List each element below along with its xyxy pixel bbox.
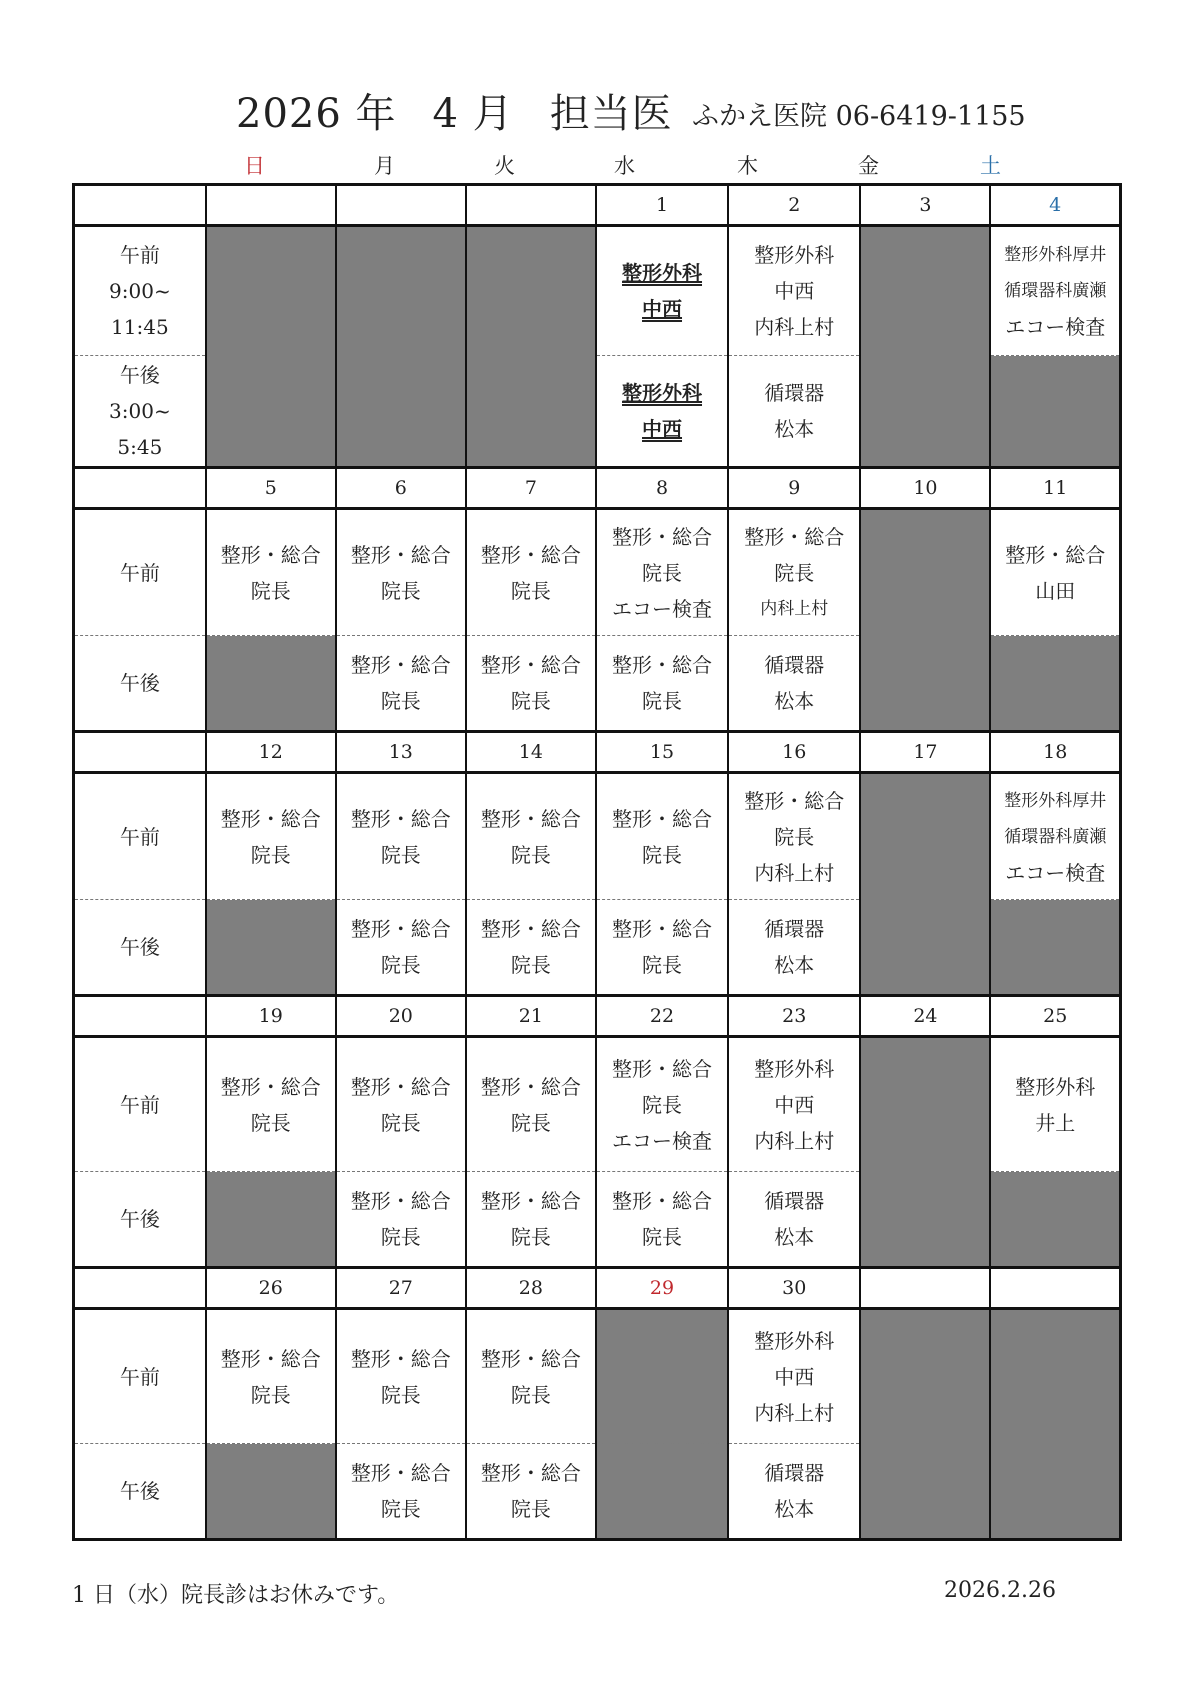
morning-label [74, 226, 206, 356]
doctor-line: 山田 [1035, 578, 1076, 603]
date-cell: 30 [728, 1268, 860, 1309]
date-cell: 8 [596, 468, 728, 509]
closed-cell [860, 356, 990, 468]
morning-label [74, 1037, 206, 1172]
doctor-line: 整形・総合 [612, 917, 713, 941]
date-cell: 28 [466, 1268, 596, 1309]
title-year: 2026 年 [236, 91, 397, 137]
afternoon-label [74, 1444, 206, 1540]
date-cell: 6 [336, 468, 466, 509]
date-cell: 16 [728, 732, 860, 773]
doctor-cell [990, 1037, 1120, 1172]
doctor-cell [728, 356, 860, 468]
doctor-line: 内科上村 [754, 860, 835, 885]
date-row [74, 468, 1121, 509]
doctor-line: 院長 [380, 1225, 421, 1249]
doctor-line: 院長 [642, 842, 683, 867]
doctor-line: 循環器科廣瀬 [1004, 826, 1107, 847]
doctor-cell [336, 900, 466, 996]
doctor-line: 循環器 [764, 1189, 825, 1213]
doctor-line: 院長 [510, 1497, 551, 1521]
date-cell [206, 185, 336, 226]
doctor-line: 中西 [774, 1092, 815, 1117]
doctor-line: 整形外科 [754, 243, 835, 267]
date-cell: 3 [860, 185, 990, 226]
doctor-line: 整形・総合 [480, 653, 581, 677]
doctor-line: 整形・総合 [220, 1074, 321, 1099]
closed-cell [860, 1172, 990, 1268]
doctor-cell [336, 509, 466, 636]
doctor-line: 整形・総合 [350, 1346, 451, 1371]
doctor-cell [466, 900, 596, 996]
doctor-line: 整形・総合 [480, 806, 581, 831]
session-hours: 11:45 [111, 315, 169, 339]
footer-note: 1 日（水）院長診はお休みです。 [72, 1583, 400, 1608]
closed-cell [336, 226, 466, 356]
doctor-line: 井上 [1035, 1110, 1076, 1135]
date-row-label [74, 1268, 206, 1309]
date-cell: 9 [728, 468, 860, 509]
clinic-name-phone: ふかえ医院 06-6419-1155 [692, 101, 1026, 132]
schedule-table [72, 183, 1122, 1541]
doctor-line: 院長 [642, 1092, 683, 1117]
doctor-line: 整形・総合 [480, 1189, 581, 1213]
date-row-label [74, 468, 206, 509]
closed-cell [466, 226, 596, 356]
date-cell: 7 [466, 468, 596, 509]
doctor-line: 循環器 [764, 653, 825, 677]
date-cell [466, 185, 596, 226]
doctor-line: 院長 [380, 953, 421, 977]
doctor-cell [206, 773, 336, 900]
doctor-line: 循環器 [764, 1461, 825, 1485]
doctor-line: 院長 [380, 1110, 421, 1135]
closed-cell [990, 1444, 1120, 1540]
doctor-line: 整形・総合 [350, 1189, 451, 1213]
date-row-label [74, 732, 206, 773]
doctor-line: 整形・総合 [612, 806, 713, 831]
morning-label [74, 1309, 206, 1444]
weekday-label: 水 [614, 154, 635, 178]
date-cell [336, 185, 466, 226]
title-heading: 担当医 [549, 91, 673, 137]
doctor-line: 内科上村 [754, 1400, 835, 1425]
date-cell [990, 1268, 1120, 1309]
doctor-line: 松本 [774, 1225, 815, 1249]
doctor-cell [990, 773, 1120, 900]
morning-label [74, 773, 206, 900]
doctor-line: 整形外科 [754, 1328, 835, 1353]
footer-date: 2026.2.26 [944, 1578, 1056, 1603]
afternoon-label [74, 636, 206, 732]
doctor-cell [336, 1037, 466, 1172]
morning-row [74, 773, 1121, 900]
doctor-line: 中西 [774, 279, 815, 303]
doctor-line: 中西 [642, 297, 683, 321]
date-row [74, 732, 1121, 773]
doctor-line: 院長 [642, 953, 683, 977]
date-cell: 18 [990, 732, 1120, 773]
closed-cell [206, 636, 336, 732]
doctor-cell [466, 509, 596, 636]
morning-row [74, 1037, 1121, 1172]
doctor-cell [728, 509, 860, 636]
date-cell: 19 [206, 996, 336, 1037]
doctor-line: エコー検査 [612, 596, 713, 621]
page-title [0, 82, 1200, 142]
doctor-cell [206, 1037, 336, 1172]
weekday-label: 土 [980, 154, 1001, 178]
doctor-line: 院長 [250, 1110, 291, 1135]
doctor-line: 整形・総合 [350, 917, 451, 941]
doctor-line: エコー検査 [1005, 860, 1106, 885]
weekday-label: 金 [858, 154, 879, 178]
closed-cell [336, 356, 466, 468]
closed-cell [990, 900, 1120, 996]
doctor-cell [336, 773, 466, 900]
doctor-cell [466, 773, 596, 900]
doctor-line: エコー検査 [1005, 315, 1106, 339]
session-name: 午後 [119, 363, 160, 387]
doctor-cell [466, 1172, 596, 1268]
session-name: 午前 [119, 1364, 160, 1389]
doctor-cell [728, 1309, 860, 1444]
doctor-cell [596, 509, 728, 636]
doctor-line: 院長 [510, 1110, 551, 1135]
doctor-line: 整形・総合 [480, 542, 581, 567]
date-cell: 13 [336, 732, 466, 773]
doctor-line: 整形・総合 [350, 1074, 451, 1099]
doctor-cell [336, 1444, 466, 1540]
doctor-line: 院長 [642, 1225, 683, 1249]
closed-cell [206, 1444, 336, 1540]
date-cell: 15 [596, 732, 728, 773]
doctor-line: 院長 [510, 689, 551, 713]
doctor-line: 整形外科厚井 [1004, 790, 1107, 811]
doctor-line: 整形・総合 [612, 1189, 713, 1213]
doctor-line: 院長 [250, 578, 291, 603]
date-cell: 27 [336, 1268, 466, 1309]
date-cell: 14 [466, 732, 596, 773]
date-cell: 29 [596, 1268, 728, 1309]
session-name: 午前 [119, 560, 160, 585]
date-cell: 12 [206, 732, 336, 773]
title-month: 4 月 [432, 91, 514, 137]
doctor-line: 院長 [510, 842, 551, 867]
afternoon-row [74, 900, 1121, 996]
doctor-cell [466, 1037, 596, 1172]
doctor-line: 松本 [774, 417, 815, 441]
afternoon-row [74, 1172, 1121, 1268]
closed-cell [206, 1172, 336, 1268]
morning-label [74, 509, 206, 636]
doctor-line: 院長 [510, 1225, 551, 1249]
doctor-line: 循環器 [764, 381, 825, 405]
closed-cell [206, 900, 336, 996]
doctor-line: 整形・総合 [612, 524, 713, 549]
doctor-line: 内科上村 [760, 598, 829, 619]
session-name: 午後 [119, 935, 160, 959]
weekday-label: 日 [244, 154, 265, 178]
doctor-line: 整形・総合 [480, 1346, 581, 1371]
date-cell: 5 [206, 468, 336, 509]
weekday-label: 木 [737, 154, 758, 178]
doctor-line: 整形・総合 [350, 1461, 451, 1485]
closed-cell [860, 1309, 990, 1444]
closed-cell [860, 900, 990, 996]
doctor-cell [596, 773, 728, 900]
date-cell: 4 [990, 185, 1120, 226]
closed-cell [466, 356, 596, 468]
doctor-line: 松本 [774, 953, 815, 977]
closed-cell [990, 636, 1120, 732]
date-row [74, 1268, 1121, 1309]
doctor-cell [466, 1309, 596, 1444]
date-row [74, 185, 1121, 226]
doctor-cell [336, 1309, 466, 1444]
doctor-line: 整形・総合 [744, 524, 845, 549]
closed-cell [206, 226, 336, 356]
doctor-cell [596, 1172, 728, 1268]
closed-cell [860, 226, 990, 356]
afternoon-row [74, 1444, 1121, 1540]
date-cell: 21 [466, 996, 596, 1037]
afternoon-label [74, 1172, 206, 1268]
doctor-cell [728, 1172, 860, 1268]
doctor-cell [336, 636, 466, 732]
doctor-line: 内科上村 [754, 1128, 835, 1153]
doctor-line: 整形外科 [622, 261, 703, 285]
doctor-line: 整形外科 [754, 1056, 835, 1081]
doctor-cell [206, 1309, 336, 1444]
closed-cell [860, 773, 990, 900]
date-cell: 26 [206, 1268, 336, 1309]
doctor-line: 院長 [774, 560, 815, 585]
morning-row [74, 1309, 1121, 1444]
date-cell: 23 [728, 996, 860, 1037]
weekday-label: 月 [374, 154, 395, 178]
doctor-line: 整形・総合 [480, 917, 581, 941]
doctor-cell [990, 509, 1120, 636]
afternoon-label [74, 356, 206, 468]
date-cell: 22 [596, 996, 728, 1037]
closed-cell [596, 1309, 728, 1444]
date-cell: 2 [728, 185, 860, 226]
closed-cell [990, 356, 1120, 468]
morning-row [74, 226, 1121, 356]
closed-cell [206, 356, 336, 468]
date-cell: 20 [336, 996, 466, 1037]
closed-cell [860, 509, 990, 636]
doctor-cell [596, 900, 728, 996]
date-row [74, 996, 1121, 1037]
doctor-line: 循環器 [764, 917, 825, 941]
doctor-line: 整形・総合 [744, 788, 845, 813]
doctor-line: 院長 [510, 953, 551, 977]
closed-cell [990, 1172, 1120, 1268]
weekday-header [0, 150, 1200, 180]
doctor-line: 整形・総合 [480, 1074, 581, 1099]
doctor-cell [596, 356, 728, 468]
doctor-cell [466, 636, 596, 732]
doctor-line: 整形外科 [622, 381, 703, 405]
closed-cell [860, 636, 990, 732]
doctor-cell [728, 636, 860, 732]
session-name: 午前 [119, 824, 160, 849]
session-hours: 5:45 [117, 435, 163, 459]
date-cell: 25 [990, 996, 1120, 1037]
afternoon-row [74, 356, 1121, 468]
closed-cell [860, 1037, 990, 1172]
doctor-line: 中西 [774, 1364, 815, 1389]
doctor-cell [990, 226, 1120, 356]
doctor-cell [336, 1172, 466, 1268]
doctor-line: 整形・総合 [612, 1056, 713, 1081]
doctor-line: 整形・総合 [612, 653, 713, 677]
doctor-line: 整形・総合 [350, 806, 451, 831]
session-hours: 9:00~ [109, 279, 171, 303]
doctor-line: 整形・総合 [480, 1461, 581, 1485]
doctor-line: 院長 [774, 824, 815, 849]
doctor-line: 内科上村 [754, 315, 835, 339]
doctor-cell [728, 773, 860, 900]
session-hours: 3:00~ [109, 399, 171, 423]
date-row-label [74, 185, 206, 226]
session-name: 午前 [119, 243, 160, 267]
closed-cell [596, 1444, 728, 1540]
weekday-label: 火 [494, 154, 515, 178]
doctor-line: 院長 [642, 560, 683, 585]
doctor-cell [596, 226, 728, 356]
afternoon-label [74, 900, 206, 996]
date-cell [860, 1268, 990, 1309]
morning-row [74, 509, 1121, 636]
doctor-line: エコー検査 [612, 1128, 713, 1153]
doctor-line: 整形・総合 [220, 1346, 321, 1371]
doctor-line: 院長 [642, 689, 683, 713]
doctor-line: 院長 [510, 578, 551, 603]
doctor-cell [728, 900, 860, 996]
session-name: 午前 [119, 1092, 160, 1117]
afternoon-row [74, 636, 1121, 732]
doctor-line: 松本 [774, 1497, 815, 1521]
doctor-line: 整形・総合 [220, 806, 321, 831]
date-cell: 11 [990, 468, 1120, 509]
date-cell: 17 [860, 732, 990, 773]
title-main [236, 82, 709, 139]
doctor-line: 整形・総合 [1005, 542, 1106, 567]
session-name: 午後 [119, 1479, 160, 1503]
doctor-cell [596, 1037, 728, 1172]
date-cell: 10 [860, 468, 990, 509]
date-row-label [74, 996, 206, 1037]
session-name: 午後 [119, 1207, 160, 1231]
closed-cell [860, 1444, 990, 1540]
doctor-line: 院長 [380, 1382, 421, 1407]
doctor-cell [206, 509, 336, 636]
doctor-line: 院長 [380, 1497, 421, 1521]
date-cell: 24 [860, 996, 990, 1037]
doctor-line: 松本 [774, 689, 815, 713]
doctor-line: 整形・総合 [220, 542, 321, 567]
doctor-line: 院長 [380, 842, 421, 867]
doctor-line: 院長 [250, 1382, 291, 1407]
doctor-line: 循環器科廣瀬 [1004, 281, 1107, 301]
doctor-line: 整形・総合 [350, 653, 451, 677]
doctor-cell [728, 1037, 860, 1172]
doctor-line: 整形外科 [1015, 1074, 1096, 1099]
closed-cell [990, 1309, 1120, 1444]
doctor-cell [466, 1444, 596, 1540]
doctor-cell [596, 636, 728, 732]
doctor-cell [728, 1444, 860, 1540]
doctor-line: 院長 [380, 578, 421, 603]
doctor-line: 院長 [510, 1382, 551, 1407]
doctor-cell [728, 226, 860, 356]
doctor-line: 中西 [642, 417, 683, 441]
date-cell: 1 [596, 185, 728, 226]
doctor-line: 院長 [250, 842, 291, 867]
doctor-line: 整形・総合 [350, 542, 451, 567]
session-name: 午後 [119, 671, 160, 695]
doctor-line: 院長 [380, 689, 421, 713]
doctor-line: 整形外科厚井 [1004, 245, 1107, 265]
